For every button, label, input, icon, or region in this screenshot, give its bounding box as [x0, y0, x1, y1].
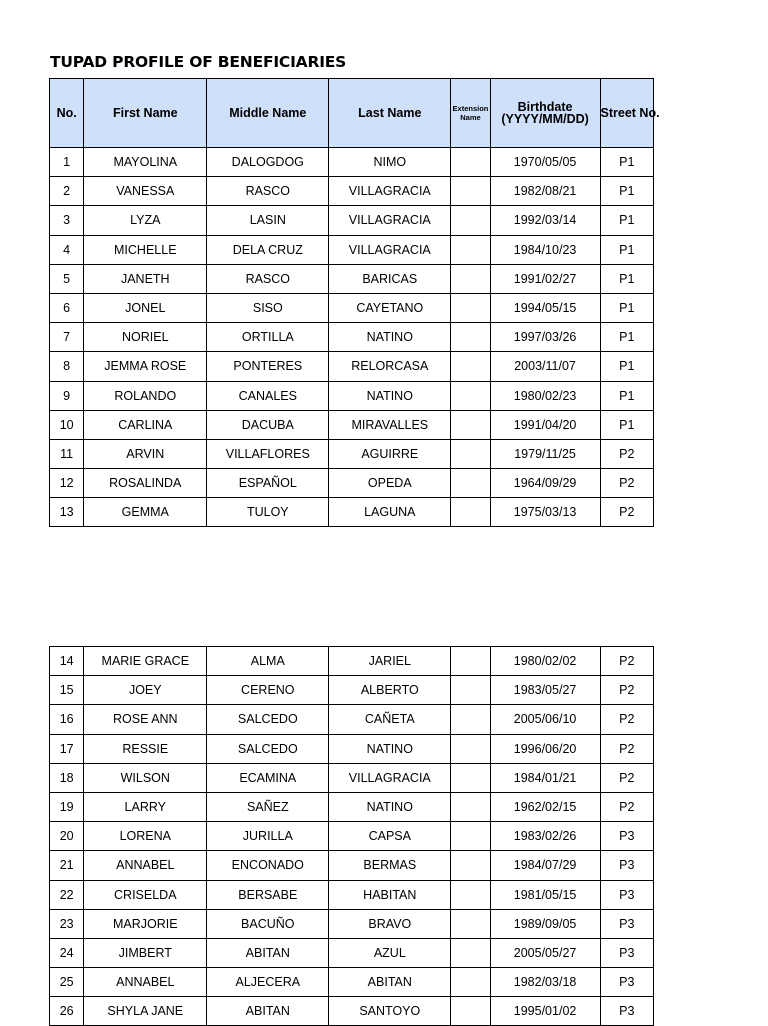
cell-first-name: MAYOLINA — [84, 148, 207, 177]
cell-first-name: MARIE GRACE — [84, 647, 207, 676]
cell-last-name: ALBERTO — [329, 676, 451, 705]
cell-no: 17 — [50, 734, 84, 763]
table-row — [50, 148, 654, 177]
cell-last-name: VILLAGRACIA — [329, 177, 451, 206]
cell-no: 18 — [50, 763, 84, 792]
cell-street-no: P2 — [600, 676, 653, 705]
cell-first-name: GEMMA — [84, 498, 207, 527]
cell-extension-name — [451, 880, 490, 909]
table-row — [50, 469, 654, 498]
cell-birthdate: 1982/03/18 — [490, 968, 600, 997]
cell-no: 13 — [50, 498, 84, 527]
cell-last-name: VILLAGRACIA — [329, 235, 451, 264]
cell-last-name: OPEDA — [329, 469, 451, 498]
cell-no: 19 — [50, 792, 84, 821]
cell-last-name: NIMO — [329, 148, 451, 177]
cell-street-no: P2 — [600, 647, 653, 676]
cell-no: 15 — [50, 676, 84, 705]
cell-middle-name: PONTERES — [207, 352, 329, 381]
cell-last-name: NATINO — [329, 381, 451, 410]
table-row — [50, 235, 654, 264]
cell-last-name: BARICAS — [329, 264, 451, 293]
cell-street-no: P2 — [600, 734, 653, 763]
cell-no: 25 — [50, 968, 84, 997]
table-header-row — [50, 79, 654, 148]
cell-no: 21 — [50, 851, 84, 880]
cell-extension-name — [451, 851, 490, 880]
table-row — [50, 734, 654, 763]
cell-extension-name — [451, 734, 490, 763]
cell-birthdate: 1991/02/27 — [490, 264, 600, 293]
cell-extension-name — [451, 293, 490, 322]
cell-street-no: P1 — [600, 352, 653, 381]
cell-street-no: P2 — [600, 705, 653, 734]
cell-street-no: P2 — [600, 469, 653, 498]
cell-middle-name: SALCEDO — [207, 705, 329, 734]
cell-middle-name: ALMA — [207, 647, 329, 676]
table-row — [50, 880, 654, 909]
cell-street-no: P3 — [600, 822, 653, 851]
cell-street-no: P1 — [600, 148, 653, 177]
header-last-name: Last Name — [329, 79, 451, 148]
cell-middle-name: ABITAN — [207, 997, 329, 1026]
cell-middle-name: RASCO — [207, 177, 329, 206]
cell-first-name: ANNABEL — [84, 968, 207, 997]
header-birthdate — [490, 79, 600, 148]
cell-extension-name — [451, 763, 490, 792]
cell-no: 10 — [50, 410, 84, 439]
cell-last-name: AGUIRRE — [329, 439, 451, 468]
cell-birthdate: 1980/02/02 — [490, 647, 600, 676]
cell-street-no: P2 — [600, 763, 653, 792]
cell-middle-name: ORTILLA — [207, 323, 329, 352]
table-row — [50, 293, 654, 322]
cell-first-name: VANESSA — [84, 177, 207, 206]
cell-birthdate: 1995/01/02 — [490, 997, 600, 1026]
cell-first-name: JONEL — [84, 293, 207, 322]
beneficiaries-table-page-2 — [49, 646, 654, 1026]
cell-last-name: NATINO — [329, 323, 451, 352]
header-birthdate-line-1: Birthdate — [517, 100, 573, 114]
cell-birthdate: 1962/02/15 — [490, 792, 600, 821]
table-row — [50, 177, 654, 206]
cell-first-name: NORIEL — [84, 323, 207, 352]
header-extension-line-1: Extension — [452, 104, 489, 113]
cell-last-name: LAGUNA — [329, 498, 451, 527]
cell-middle-name: LASIN — [207, 206, 329, 235]
cell-birthdate: 2005/05/27 — [490, 938, 600, 967]
cell-street-no: P1 — [600, 264, 653, 293]
cell-birthdate: 1981/05/15 — [490, 880, 600, 909]
cell-middle-name: BACUÑO — [207, 909, 329, 938]
cell-birthdate: 1964/09/29 — [490, 469, 600, 498]
beneficiaries-table-page-1 — [49, 78, 660, 527]
cell-extension-name — [451, 909, 490, 938]
cell-extension-name — [451, 647, 490, 676]
header-middle-name: Middle Name — [207, 79, 329, 148]
cell-last-name: ABITAN — [329, 968, 451, 997]
cell-no: 22 — [50, 880, 84, 909]
cell-first-name: JIMBERT — [84, 938, 207, 967]
cell-birthdate: 2003/11/07 — [490, 352, 600, 381]
cell-last-name: CAPSA — [329, 822, 451, 851]
cell-last-name: AZUL — [329, 938, 451, 967]
cell-last-name: SANTOYO — [329, 997, 451, 1026]
cell-street-no: P2 — [600, 498, 653, 527]
table-row — [50, 352, 654, 381]
cell-no: 24 — [50, 938, 84, 967]
cell-birthdate: 1980/02/23 — [490, 381, 600, 410]
table-row — [50, 968, 654, 997]
header-first-name: First Name — [84, 79, 207, 148]
cell-no: 3 — [50, 206, 84, 235]
cell-middle-name: CERENO — [207, 676, 329, 705]
cell-extension-name — [451, 381, 490, 410]
cell-last-name: BERMAS — [329, 851, 451, 880]
cell-first-name: ANNABEL — [84, 851, 207, 880]
cell-birthdate: 1991/04/20 — [490, 410, 600, 439]
cell-first-name: ROSE ANN — [84, 705, 207, 734]
header-birthdate-line-2: (YYYY/MM/DD) — [501, 112, 589, 126]
cell-street-no: P2 — [600, 792, 653, 821]
cell-first-name: ROSALINDA — [84, 469, 207, 498]
header-extension-line-2: Name — [460, 113, 481, 122]
cell-no: 7 — [50, 323, 84, 352]
cell-birthdate: 1979/11/25 — [490, 439, 600, 468]
cell-last-name: JARIEL — [329, 647, 451, 676]
table-row — [50, 909, 654, 938]
cell-street-no: P1 — [600, 177, 653, 206]
cell-no: 16 — [50, 705, 84, 734]
cell-extension-name — [451, 997, 490, 1026]
table-row — [50, 676, 654, 705]
cell-extension-name — [451, 352, 490, 381]
cell-no: 9 — [50, 381, 84, 410]
cell-birthdate: 1984/07/29 — [490, 851, 600, 880]
cell-street-no: P3 — [600, 880, 653, 909]
cell-first-name: RESSIE — [84, 734, 207, 763]
cell-last-name: VILLAGRACIA — [329, 763, 451, 792]
cell-extension-name — [451, 469, 490, 498]
header-extension-name — [451, 79, 490, 148]
cell-last-name: CAYETANO — [329, 293, 451, 322]
cell-street-no: P3 — [600, 968, 653, 997]
cell-last-name: BRAVO — [329, 909, 451, 938]
cell-extension-name — [451, 264, 490, 293]
table-row — [50, 439, 654, 468]
cell-no: 11 — [50, 439, 84, 468]
table-row — [50, 792, 654, 821]
table-body-page-2 — [50, 647, 654, 1026]
table-row — [50, 997, 654, 1026]
cell-no: 23 — [50, 909, 84, 938]
cell-birthdate: 1997/03/26 — [490, 323, 600, 352]
cell-no: 8 — [50, 352, 84, 381]
cell-middle-name: TULOY — [207, 498, 329, 527]
cell-no: 14 — [50, 647, 84, 676]
table-row — [50, 763, 654, 792]
cell-middle-name: ABITAN — [207, 938, 329, 967]
cell-first-name: MICHELLE — [84, 235, 207, 264]
cell-birthdate: 1975/03/13 — [490, 498, 600, 527]
cell-street-no: P3 — [600, 851, 653, 880]
page-title: TUPAD PROFILE OF BENEFICIARIES — [50, 53, 347, 71]
table-row — [50, 647, 654, 676]
cell-extension-name — [451, 968, 490, 997]
cell-birthdate: 1984/10/23 — [490, 235, 600, 264]
cell-middle-name: SAÑEZ — [207, 792, 329, 821]
cell-extension-name — [451, 938, 490, 967]
cell-middle-name: SALCEDO — [207, 734, 329, 763]
cell-street-no: P3 — [600, 909, 653, 938]
cell-street-no: P3 — [600, 997, 653, 1026]
cell-street-no: P3 — [600, 938, 653, 967]
cell-no: 26 — [50, 997, 84, 1026]
cell-last-name: NATINO — [329, 734, 451, 763]
cell-middle-name: ESPAÑOL — [207, 469, 329, 498]
cell-first-name: CARLINA — [84, 410, 207, 439]
table-row — [50, 705, 654, 734]
cell-no: 20 — [50, 822, 84, 851]
cell-street-no: P1 — [600, 323, 653, 352]
cell-extension-name — [451, 792, 490, 821]
cell-last-name: NATINO — [329, 792, 451, 821]
cell-middle-name: DELA CRUZ — [207, 235, 329, 264]
cell-middle-name: VILLAFLORES — [207, 439, 329, 468]
cell-birthdate: 1982/08/21 — [490, 177, 600, 206]
cell-extension-name — [451, 676, 490, 705]
cell-extension-name — [451, 148, 490, 177]
cell-extension-name — [451, 705, 490, 734]
table-row — [50, 851, 654, 880]
table-row — [50, 498, 654, 527]
cell-extension-name — [451, 439, 490, 468]
cell-no: 12 — [50, 469, 84, 498]
cell-birthdate: 1984/01/21 — [490, 763, 600, 792]
cell-street-no: P1 — [600, 410, 653, 439]
cell-extension-name — [451, 235, 490, 264]
table-row — [50, 938, 654, 967]
cell-birthdate: 1989/09/05 — [490, 909, 600, 938]
cell-birthdate: 1996/06/20 — [490, 734, 600, 763]
cell-extension-name — [451, 822, 490, 851]
cell-middle-name: SISO — [207, 293, 329, 322]
table-row — [50, 410, 654, 439]
cell-middle-name: DALOGDOG — [207, 148, 329, 177]
cell-birthdate: 2005/06/10 — [490, 705, 600, 734]
cell-middle-name: RASCO — [207, 264, 329, 293]
cell-middle-name: BERSABE — [207, 880, 329, 909]
cell-street-no: P1 — [600, 235, 653, 264]
cell-middle-name: CANALES — [207, 381, 329, 410]
cell-first-name: JEMMA ROSE — [84, 352, 207, 381]
cell-middle-name: JURILLA — [207, 822, 329, 851]
table-row — [50, 264, 654, 293]
cell-first-name: CRISELDA — [84, 880, 207, 909]
cell-extension-name — [451, 206, 490, 235]
cell-no: 6 — [50, 293, 84, 322]
cell-first-name: LARRY — [84, 792, 207, 821]
header-no: No. — [50, 79, 84, 148]
cell-no: 5 — [50, 264, 84, 293]
cell-street-no: P1 — [600, 381, 653, 410]
cell-birthdate: 1983/05/27 — [490, 676, 600, 705]
cell-birthdate: 1992/03/14 — [490, 206, 600, 235]
cell-first-name: JANETH — [84, 264, 207, 293]
cell-first-name: ROLANDO — [84, 381, 207, 410]
cell-last-name: VILLAGRACIA — [329, 206, 451, 235]
cell-birthdate: 1970/05/05 — [490, 148, 600, 177]
cell-last-name: RELORCASA — [329, 352, 451, 381]
cell-street-no: P1 — [600, 206, 653, 235]
cell-first-name: MARJORIE — [84, 909, 207, 938]
cell-extension-name — [451, 410, 490, 439]
cell-no: 4 — [50, 235, 84, 264]
cell-extension-name — [451, 177, 490, 206]
table-row — [50, 822, 654, 851]
cell-first-name: JOEY — [84, 676, 207, 705]
table-row — [50, 381, 654, 410]
cell-street-no: P1 — [600, 293, 653, 322]
cell-no: 1 — [50, 148, 84, 177]
cell-extension-name — [451, 498, 490, 527]
cell-extension-name — [451, 323, 490, 352]
table-row — [50, 323, 654, 352]
cell-first-name: LORENA — [84, 822, 207, 851]
cell-last-name: HABITAN — [329, 880, 451, 909]
cell-no: 2 — [50, 177, 84, 206]
cell-first-name: SHYLA JANE — [84, 997, 207, 1026]
cell-first-name: WILSON — [84, 763, 207, 792]
cell-first-name: ARVIN — [84, 439, 207, 468]
header-street-no: Street No. — [600, 79, 653, 148]
cell-birthdate: 1994/05/15 — [490, 293, 600, 322]
cell-last-name: CAÑETA — [329, 705, 451, 734]
cell-middle-name: DACUBA — [207, 410, 329, 439]
table-body-page-1 — [50, 148, 654, 527]
cell-birthdate: 1983/02/26 — [490, 822, 600, 851]
cell-street-no: P2 — [600, 439, 653, 468]
cell-middle-name: ENCONADO — [207, 851, 329, 880]
cell-middle-name: ALJECERA — [207, 968, 329, 997]
cell-middle-name: ECAMINA — [207, 763, 329, 792]
table-row — [50, 206, 654, 235]
cell-first-name: LYZA — [84, 206, 207, 235]
cell-last-name: MIRAVALLES — [329, 410, 451, 439]
